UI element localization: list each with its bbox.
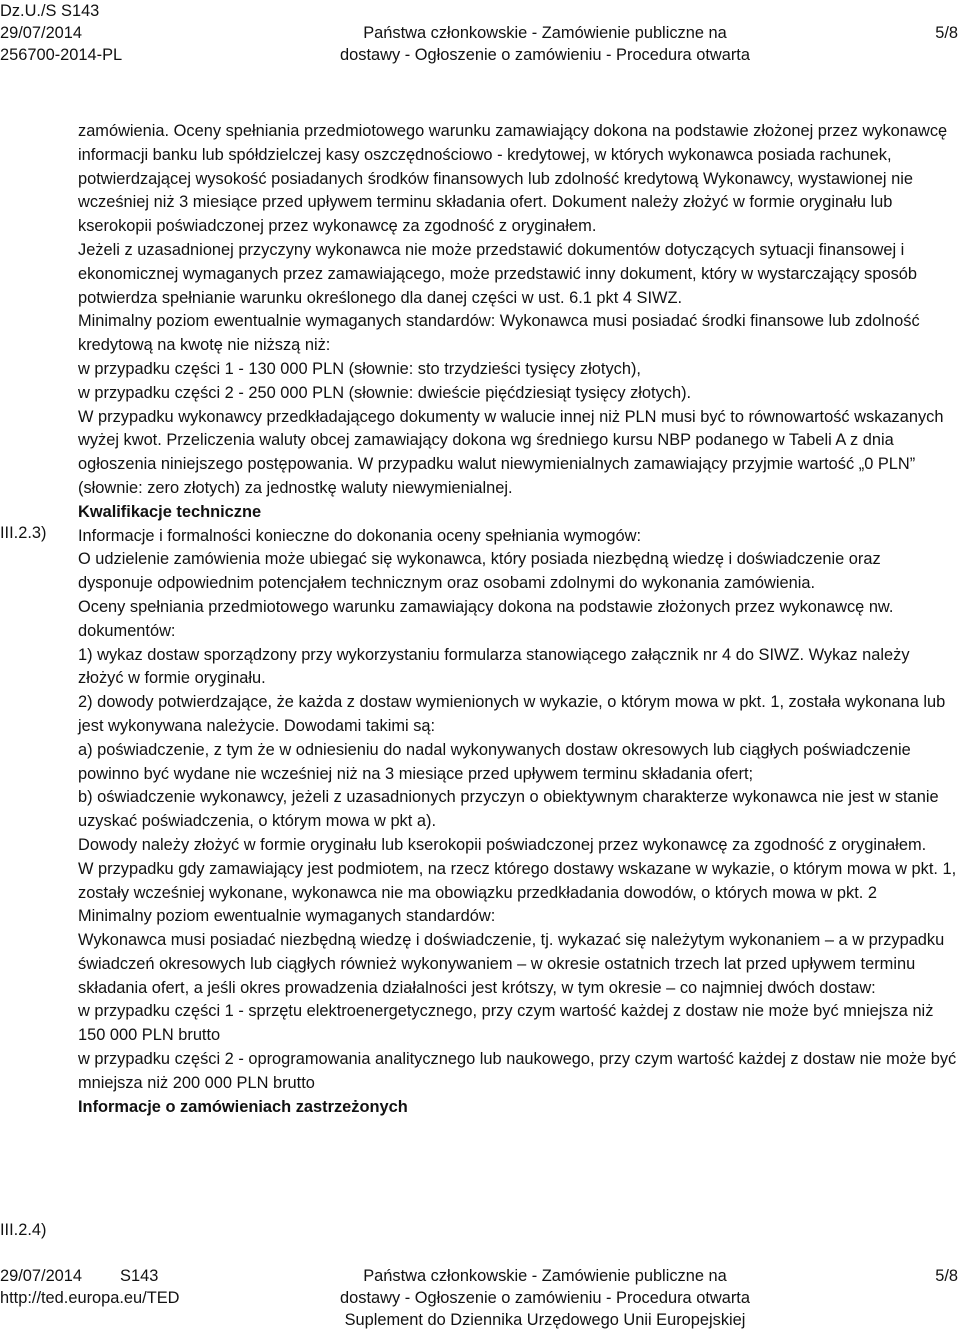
header-title xyxy=(270,0,820,66)
footer-title-line1: Państwa członkowskie - Zamówienie publiczne na xyxy=(363,1267,727,1285)
body-paragraph: Wykonawca musi posiadać niezbędną wiedzę i doświadczenie, tj. wykazać się należytym wykonaniem – a w przypadku świadczeń okresowych lub ciągłych również wykonywaniem – w okresie ostatnich trzech lat przed upływem terminu składania ofert, a jeśli okres prowadzenia działalności jest krótszy, w tym okresie – co najmniej dwóch dostaw: xyxy=(78,931,945,997)
section-number-iii-2-3: III.2.3) xyxy=(0,524,47,542)
body-paragraph: 2) dowody potwierdzające, że każda z dostaw wymienionych w wykazie, o którym mowa w pkt. 1, została wykonana lub jest wykonywana należycie. Dowodami takimi są: xyxy=(78,693,946,735)
body-paragraph: Minimalny poziom ewentualnie wymaganych standardów: Wykonawca musi posiadać środki finansowe lub zdolność kredytową na kwotę nie niższą niż: xyxy=(78,312,920,355)
section-heading-technical-qualifications: Kwalifikacje techniczne xyxy=(78,502,262,521)
footer-page-number: 5/8 xyxy=(935,1267,958,1285)
body-paragraph: Jeżeli z uzasadnionej przyczyny wykonawca nie może przedstawić dokumentów dotyczących sytuacji finansowej i ekonomicznej wymaganych przez zamawiającego, może przedstawić inny dokument, który w wystarczający sposób potwierdza spełnianie warunku określonego dla danej części w ust. 6.1 pkt 4 SIWZ. xyxy=(78,240,918,307)
footer-title-line3: Suplement do Dziennika Urzędowego Unii Europejskiej xyxy=(344,1311,746,1329)
header-page-number: 5/8 xyxy=(935,24,958,42)
section-number-iii-2-4: III.2.4) xyxy=(0,1221,47,1239)
header-title-line1: Państwa członkowskie - Zamówienie publiczne na xyxy=(363,24,727,42)
body-paragraph: W przypadku wykonawcy przedkładającego dokumenty w walucie innej niż PLN musi być to równowartość wskazanych wyżej kwot. Przeliczenia waluty obcej zamawiający dokona wg średniego kursu NBP podanego w Tabeli A z dnia ogłoszenia niniejszego postępowania. W przypadku walut niewymienialnych zamawiający przyjmie wartość „0 PLN” (słownie: zero złotych) za jednostkę waluty niewymienialnej. xyxy=(78,407,944,497)
body-paragraph: O udzielenie zamówienia może ubiegać się wykonawca, który posiada niezbędną wiedzę i doświadczenie oraz dysponuje odpowiednim potencjałem technicznym oraz osobami zdolnymi do wykonania zamówienia. xyxy=(78,550,881,593)
body-paragraph: zamówienia. Oceny spełniania przedmiotowego warunku zamawiający dokona na podstawie złożonej przez wykonawcę informacji banku lub spółdzielczej kasy oszczędnościowo - kredytowej, w których wykonawca posiada rachunek, potwierdzającej wysokość posiadanych środków finansowych lub zdolność kredytową Wykonawcy, wystawionej nie wcześniej niż 3 miesiące przed upływem terminu składania ofert. Dokument należy złożyć w formie oryginału lub kserokopii poświadczonej przez wykonawcę za zgodność z oryginałem. xyxy=(78,122,948,236)
footer-date: 29/07/2014 xyxy=(0,1267,83,1285)
page-body xyxy=(78,120,958,1119)
footer-issue: S143 xyxy=(120,1267,159,1285)
body-paragraph: a) poświadczenie, z tym że w odniesieniu do nadal wykonywanych dostaw okresowych lub ciągłych poświadczenie powinno być wydane nie wcześniej niż na 3 miesiące przed upływem terminu składania ofert; xyxy=(78,740,911,783)
body-paragraph: b) oświadczenie wykonawcy, jeżeli z uzasadnionych przyczyn o obiektywnym charakterze wykonawca nie jest w stanie uzyskać poświadczenia, o którym mowa w pkt a). xyxy=(78,788,939,831)
body-paragraph: Oceny spełniania przedmiotowego warunku zamawiający dokona na podstawie złożonych przez wykonawcę nw. dokumentów: xyxy=(78,597,894,640)
body-paragraph: w przypadku części 2 - oprogramowania analitycznego lub naukowego, przy czym wartość każdej z dostaw nie może być mniejsza niż 200 000 PLN brutto xyxy=(78,1050,957,1092)
body-paragraph: Dowody należy złożyć w formie oryginału lub kserokopii poświadczonej przez wykonawcę za zgodność z oryginałem. xyxy=(78,835,927,854)
footer-left xyxy=(0,1265,180,1309)
body-paragraph: Informacje i formalności konieczne do dokonania oceny spełniania wymogów: xyxy=(78,526,642,545)
header-left xyxy=(0,0,122,66)
footer-title xyxy=(270,1265,820,1331)
header-date: 29/07/2014 xyxy=(0,24,83,42)
section-heading-reserved-contracts: Informacje o zamówieniach zastrzeżonych xyxy=(78,1097,408,1116)
footer-title-line2: dostawy - Ogłoszenie o zamówieniu - Procedura otwarta xyxy=(340,1289,750,1307)
footer-url[interactable]: http://ted.europa.eu/TED xyxy=(0,1289,180,1307)
body-paragraph: w przypadku części 2 - 250 000 PLN (słownie: dwieście pięćdziesiąt tysięcy złotych). xyxy=(78,383,692,402)
body-paragraph: 1) wykaz dostaw sporządzony przy wykorzystaniu formularza stanowiącego załącznik nr 4 do SIWZ. Wykaz należy złożyć w formie oryginału. xyxy=(78,645,910,688)
header-notice-id: 256700-2014-PL xyxy=(0,46,123,64)
body-paragraph: Minimalny poziom ewentualnie wymaganych standardów: xyxy=(78,907,496,926)
header-doc-ref: Dz.U./S S143 xyxy=(0,2,100,20)
body-paragraph: w przypadku części 1 - 130 000 PLN (słownie: sto trzydzieści tysięcy złotych), xyxy=(78,359,641,378)
header-title-line2: dostawy - Ogłoszenie o zamówieniu - Procedura otwarta xyxy=(340,46,750,64)
body-paragraph: w przypadku części 1 - sprzętu elektroenergetycznego, przy czym wartość każdej z dostaw nie może być mniejsza niż 150 000 PLN brutto xyxy=(78,1002,934,1045)
body-paragraph: W przypadku gdy zamawiający jest podmiotem, na rzecz którego dostawy wskazane w wykazie, o którym mowa w pkt. 1, zostały wcześniej wykonane, wykonawca nie ma obowiązku przedkładania dowodów, o których mowa w pkt. 2 xyxy=(78,859,957,902)
